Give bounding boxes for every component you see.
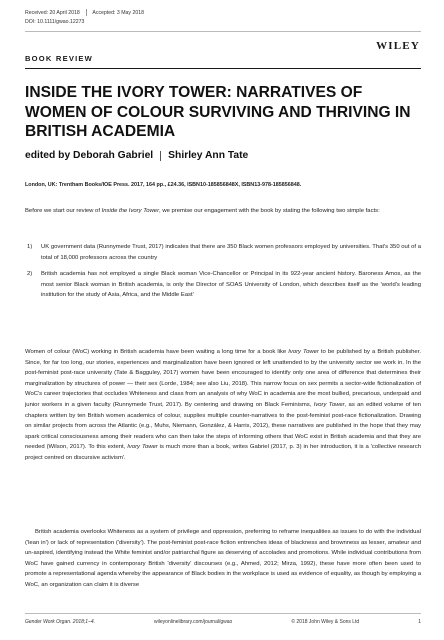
facts-list — [25, 242, 421, 307]
intro-text: Before we start our review of — [25, 208, 102, 214]
journal-citation: Gender Work Organ. 2018;1–4. — [25, 619, 96, 625]
dates-row — [25, 9, 144, 16]
received-date: Received: 20 April 2018 — [25, 9, 80, 16]
publication-info: London, UK: Trentham Books/IOE Press. 2017, 164 pp., £24.36, ISBN10-185856848X, ISBN13-978-185856848. — [25, 182, 302, 188]
para-text: to be published by a British publisher. Since, for far too long, our stories, experiences and marginalization have been ignored or left unattended to by the university sector we work in. In the post-feminist post-race university (Tate & Bagguley, 2017) women have been encouraged to identify only one area of difference that determines their marginalization by structures of power — their sex (Lorde, 1984; see also Liu, 2018). This narrow focus on sex permits a sector-wide fictionalization of WoC's career trajectories that occludes Whiteness and class from an analysis of why WoC in academia are the most bullied, precarious, underpaid and junior workers in a given faculty (Runnymede Trust, 2017). By centering and drawing on Black Feminisms, — [25, 349, 421, 408]
list-text: UK government data (Runnymede Trust, 2017) indicates that there are 350 Black women professors employed by universities. That's 350 out of a total of 18,000 professors across the country — [41, 244, 421, 261]
copyright: © 2018 John Wiley & Sons Ltd — [291, 619, 360, 625]
editor-2: Shirley Ann Tate — [168, 150, 249, 161]
body-paragraph-1 — [25, 347, 421, 464]
book-title-ref: Ivory Tower — [313, 401, 345, 408]
meta-separator — [86, 9, 87, 16]
intro-paragraph — [25, 206, 421, 217]
para-text: Women of colour (WoC) working in British academia have been waiting a long time for a book like — [25, 349, 289, 355]
header-divider — [25, 31, 421, 32]
article-title: INSIDE THE IVORY TOWER: NARRATIVES OF WOMEN OF COLOUR SURVIVING AND THRIVING IN BRITISH ACADEMIA — [25, 84, 411, 140]
para-text: , as an edited volume of ten chapters written by ten British women academics of colour, supplies multiple counter-narratives to the post-feminist post-race fictionalization. Drawing on similar projects from across the Atlantic (e.g., Muhs, Niemann, González, & Harris, 2012), these narratives are published in the hope that they may spark critical consciousness among their readers who can then take the steps of informing others that WoC exist in British academia and that they are needed (Wilson, 2017). To this extent, — [25, 401, 422, 451]
list-number: 1) — [27, 244, 33, 250]
section-divider — [25, 68, 421, 69]
book-title-ref: Inside the Ivory Tower — [101, 208, 160, 214]
list-item — [25, 242, 421, 263]
doi[interactable]: DOI: 10.1111/gwao.12273 — [25, 19, 85, 25]
editor-1: edited by Deborah Gabriel — [25, 150, 154, 161]
book-title-ref: Ivory Tower — [127, 444, 158, 451]
list-number: 2) — [27, 271, 33, 278]
accepted-date: Accepted: 3 May 2018 — [92, 9, 145, 16]
list-item — [25, 269, 421, 301]
editors-line — [25, 150, 248, 161]
book-title-ref: Ivory Tower — [288, 349, 319, 355]
publisher-logo: WILEY — [376, 40, 420, 52]
footer-divider — [25, 613, 421, 614]
page-footer — [25, 619, 421, 625]
para-text: is much more than a book, writes Gabriel (2017, p. 3) in her introduction, it is a 'collective research project centred on discursive activism'. — [25, 444, 421, 461]
journal-url[interactable]: wileyonlinelibrary.com/journal/gwao — [154, 619, 233, 625]
editor-separator — [160, 151, 161, 161]
intro-text-end: , we premise our engagement with the book by stating the following two simple facts: — [159, 208, 380, 214]
section-label: BOOK REVIEW — [25, 54, 94, 63]
list-text: British academia has not employed a single Black woman Vice-Chancellor or Principal in its 922-year ancient history. Baroness Amos, as the most senior Black woman in British academia, is only the Director of SOAS University of London, which describes itself as the 'world's leading institution for the study of Asia, Africa, and the Middle East' — [41, 271, 421, 299]
page-number: 1 — [418, 619, 421, 625]
body-paragraph-2: British academia overlooks Whiteness as a system of privilege and oppression, preferring to reframe inequalities as issues to do with the individual ('lean in') or lack of representation ('diversity'). The post-feminist post-race fiction entrenches ideas of blackness and brownness as lesser, amateur and un-aspired, identifying instead the White feminist and/or patriarchal figure as deserving of accolades and promotions. While individual contributions from WoC have gained currency in contemporary British 'diversity' discourses (e.g., Ahmed, 2012; Mirza, 1992), these have more often been used to promote a representational agenda whereby the appearance of Black bodies in the workplace is used as evidence of equality, as though by employing a WoC, an organization can claim it is diverse — [25, 529, 421, 588]
